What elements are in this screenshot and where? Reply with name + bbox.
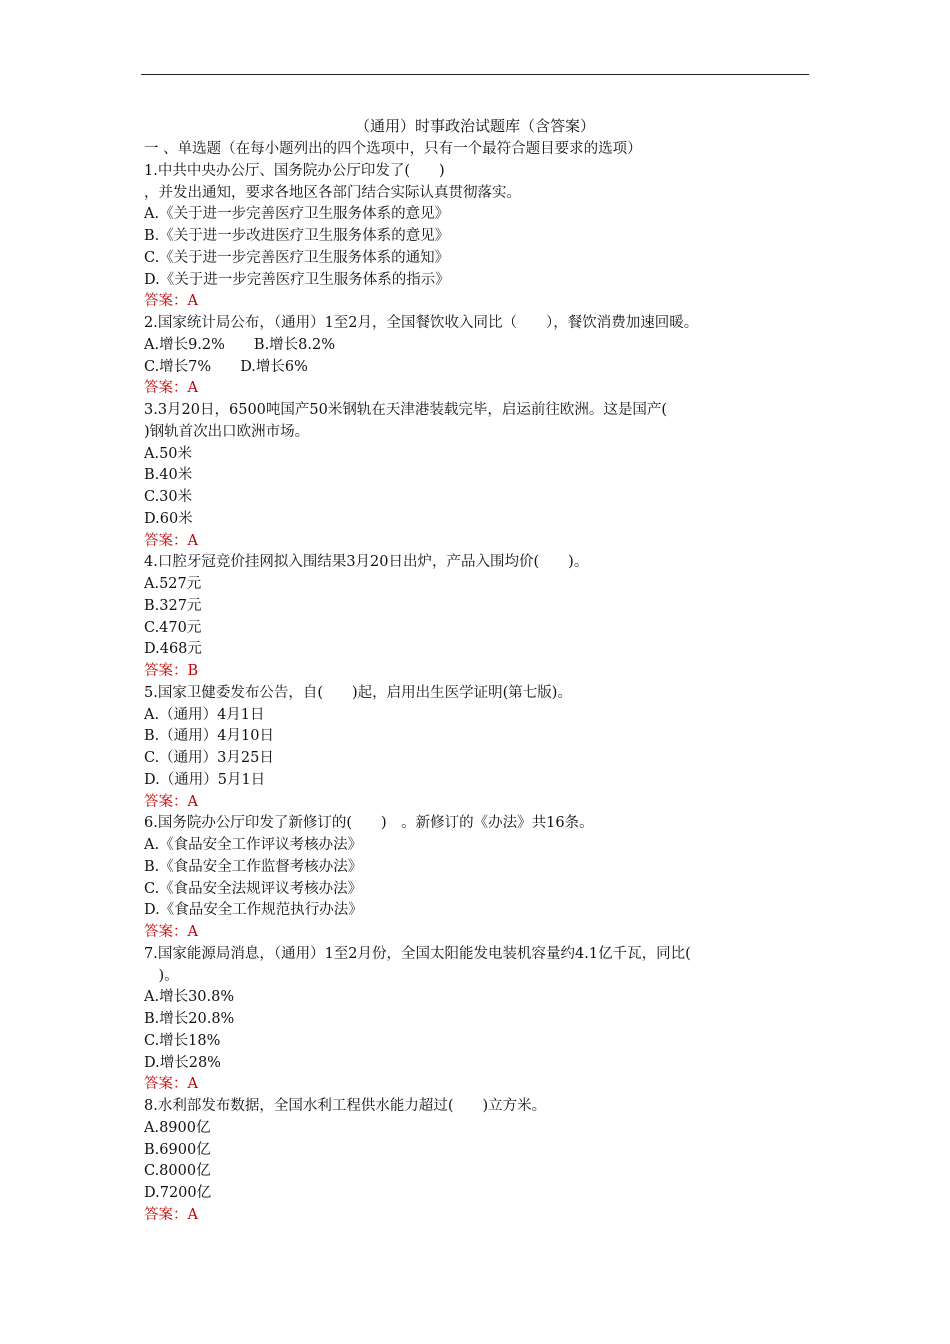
answer-line: 答案：A [144,924,198,940]
question-text: 3.3月20日，6500吨国产50米钢轨在天津港装载完毕，启运前往欧洲。这是国产( [144,402,668,418]
option-b: B.《关于进一步改进医疗卫生服务体系的意见》 [144,228,450,244]
option-c: C.《关于进一步完善医疗卫生服务体系的通知》 [144,249,450,266]
option-c: C.（通用）3月25日 [144,750,274,766]
option-d: D.7200亿 [144,1185,212,1201]
option-b: B.增长20.8% [144,1011,235,1027]
question-text: 6.国务院办公厅印发了新修订的( ) 。新修订的《办法》共16条。 [144,815,594,832]
option-d: D.增长28% [144,1054,221,1071]
document-title: （通用）时事政治试题库（含答案） [354,117,595,135]
question-text: 1.中共中央办公厅、国务院办公厅印发了( ) [144,162,445,179]
option-b: B.6900亿 [144,1141,211,1158]
question-text: 2.国家统计局公布，（通用）1至2月，全国餐饮收入同比（ ），餐饮消费加速回暖。 [144,315,699,331]
question-text: )钢轨首次出口欧洲市场。 [144,423,310,440]
option-a: A.《关于进一步完善医疗卫生服务体系的意见》 [144,206,450,223]
question-text: 7.国家能源局消息，（通用）1至2月份，全国太阳能发电装机容量约4.1亿千瓦，同比( [144,945,691,962]
question-7 [144,944,824,1096]
option-b: B.（通用）4月10日 [144,728,274,745]
option-row: A.增长9.2% B.增长8.2% [144,336,336,353]
answer-line: 答案：A [144,1206,198,1223]
answer-line: 答案：A [144,532,198,549]
question-8 [144,1096,824,1227]
option-a: A.增长30.8% [144,989,235,1006]
document-body [144,139,824,1227]
question-3 [144,400,824,552]
question-text: ，并发出通知，要求各地区各部门结合实际认真贯彻落实。 [144,184,521,201]
answer-line: 答案：A [144,293,198,310]
option-d: D.60米 [144,510,193,527]
question-5 [144,683,824,814]
answer-line: 答案：A [144,1076,198,1093]
question-text: )。 [144,967,179,984]
option-b: B.《食品安全工作监督考核办法》 [144,858,363,875]
option-d: D.468元 [144,641,202,658]
option-d: D.《食品安全工作规范执行办法》 [144,902,363,919]
option-c: C.470元 [144,619,202,636]
question-6 [144,813,824,944]
option-d: D.《关于进一步完善医疗卫生服务体系的指示》 [144,271,450,288]
header-rule [141,74,809,75]
option-a: A.8900亿 [144,1119,211,1136]
option-a: A.50米 [144,445,193,462]
option-a: A.（通用）4月1日 [144,706,265,723]
option-row: C.增长7% D.增长6% [144,358,308,375]
option-a: A.527元 [144,576,202,592]
question-1 [144,161,824,313]
section-heading: 一 、单选题（在每小题列出的四个选项中，只有一个最符合题目要求的选项） [144,141,642,157]
option-d: D.（通用）5月1日 [144,771,266,788]
option-c: C.30米 [144,489,193,505]
question-text: 8.水利部发布数据，全国水利工程供水能力超过( )立方米。 [144,1098,547,1114]
question-text: 5.国家卫健委发布公告，自( )起，启用出生医学证明(第七版)。 [144,684,572,701]
answer-line: 答案：A [144,380,198,397]
option-b: B.40米 [144,467,193,484]
option-c: C.《食品安全法规评议考核办法》 [144,880,363,897]
answer-line: 答案：A [144,793,198,810]
option-c: C.增长18% [144,1032,221,1049]
option-c: C.8000亿 [144,1163,211,1180]
answer-line: 答案：B [144,663,199,679]
question-text: 4.口腔牙冠竞价挂网拟入围结果3月20日出炉，产品入围均价( )。 [144,554,589,571]
option-a: A.《食品安全工作评议考核办法》 [144,837,363,853]
option-b: B.327元 [144,597,202,614]
question-4 [144,552,824,683]
question-2 [144,313,824,400]
